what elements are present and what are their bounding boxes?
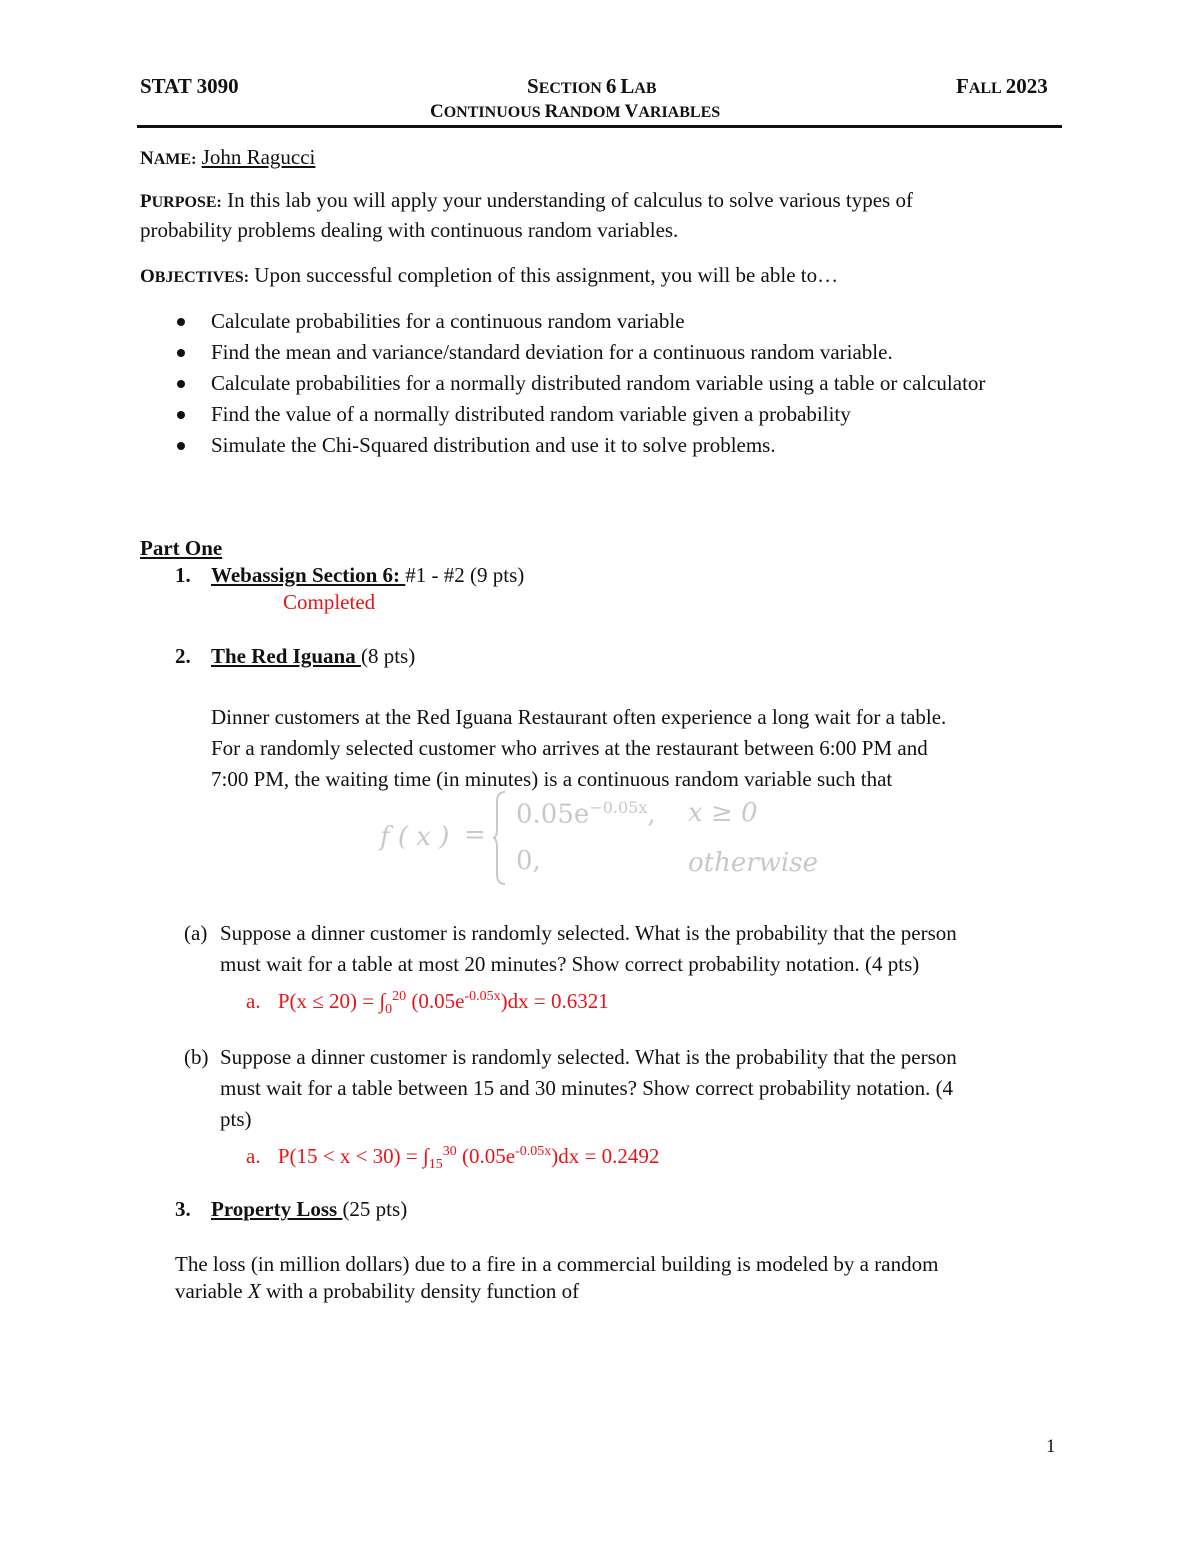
term: FALL 2023 bbox=[956, 74, 1048, 98]
purpose-line1: PURPOSE: In this lab you will apply your understanding of calculus to solve various types of bbox=[140, 188, 913, 212]
q3-line1: The loss (in million dollars) due to a fire in a commercial building is modeled by a random bbox=[175, 1252, 939, 1276]
objectives-intro: OBJECTIVES: Upon successful completion of this assignment, you will be able to… bbox=[140, 263, 839, 287]
q2a-line1: Suppose a dinner customer is randomly selected. What is the probability that the person bbox=[220, 921, 957, 945]
objective-item: Find the mean and variance/standard deviation for a continuous random variable. bbox=[175, 337, 1055, 367]
objective-item: Find the value of a normally distributed random variable given a probability bbox=[175, 399, 1055, 429]
q2b-answer: a. $P(15 < x < 30) = \int_{15}^{30}$ $(0.05e^{-0.05x})dx = 0.2492$ bbox=[246, 1144, 660, 1173]
question-1-answer: Completed bbox=[283, 590, 376, 614]
objective-item: Calculate probabilities for a normally distributed random variable using a table or calculator bbox=[175, 368, 1001, 398]
q3-line2: variable X with a probability density function of bbox=[175, 1279, 580, 1303]
question-2: 2. The Red Iguana (8 pts) bbox=[175, 644, 416, 668]
objectives-list bbox=[175, 306, 1055, 461]
section-title: SECTION 6 LAB bbox=[527, 74, 657, 98]
page-number: 1 bbox=[1046, 1436, 1056, 1457]
q2a-line2: must wait for a table at most 20 minutes? Show correct probability notation. (4 pts) bbox=[220, 952, 920, 976]
course-code: STAT 3090 bbox=[140, 74, 239, 98]
brace-shape bbox=[492, 790, 506, 886]
q2-text-line2: For a randomly selected customer who arrives at the restaurant between 6:00 PM and bbox=[211, 736, 928, 760]
lab-subtitle: CONTINUOUS RANDOM VARIABLES bbox=[430, 101, 721, 122]
q2-text-line3: 7:00 PM, the waiting time (in minutes) is a continuous random variable such that bbox=[211, 767, 893, 791]
question-3: 3. Property Loss (25 pts) bbox=[175, 1197, 408, 1221]
question-1: 1. Webassign Section 6: #1 - #2 (9 pts) bbox=[175, 563, 525, 587]
purpose-line2: probability problems dealing with continuous random variables. bbox=[140, 218, 679, 242]
part-one-heading: Part One bbox=[140, 536, 223, 560]
q2b-line1: Suppose a dinner customer is randomly selected. What is the probability that the person bbox=[220, 1045, 957, 1069]
objective-item: Simulate the Chi-Squared distribution and use it to solve problems. bbox=[175, 430, 1055, 460]
student-name: John Ragucci bbox=[201, 145, 316, 169]
name-line: NAME: John Ragucci bbox=[140, 145, 316, 169]
objective-item: Calculate probabilities for a continuous random variable bbox=[175, 306, 1055, 336]
q2a-answer: a. $P(x \le 20) = \int_0^{20}$ $(0.05e^{-0.05x})dx = 0.6321$ bbox=[246, 989, 609, 1018]
q2-text-line1: Dinner customers at the Red Iguana Restaurant often experience a long wait for a table. bbox=[211, 705, 947, 729]
q2b-line2: must wait for a table between 15 and 30 minutes? Show correct probability notation. (4 bbox=[220, 1076, 954, 1100]
q2b-line3: pts) bbox=[220, 1107, 252, 1131]
header-rule bbox=[137, 125, 1062, 128]
pdf-formula: f ( x ) = $0.05e^{-0.05x}$, x ≥ 0 0, otherwise bbox=[380, 790, 820, 890]
q2b-label: (b) bbox=[184, 1045, 209, 1069]
q2a-label: (a) bbox=[184, 921, 208, 945]
